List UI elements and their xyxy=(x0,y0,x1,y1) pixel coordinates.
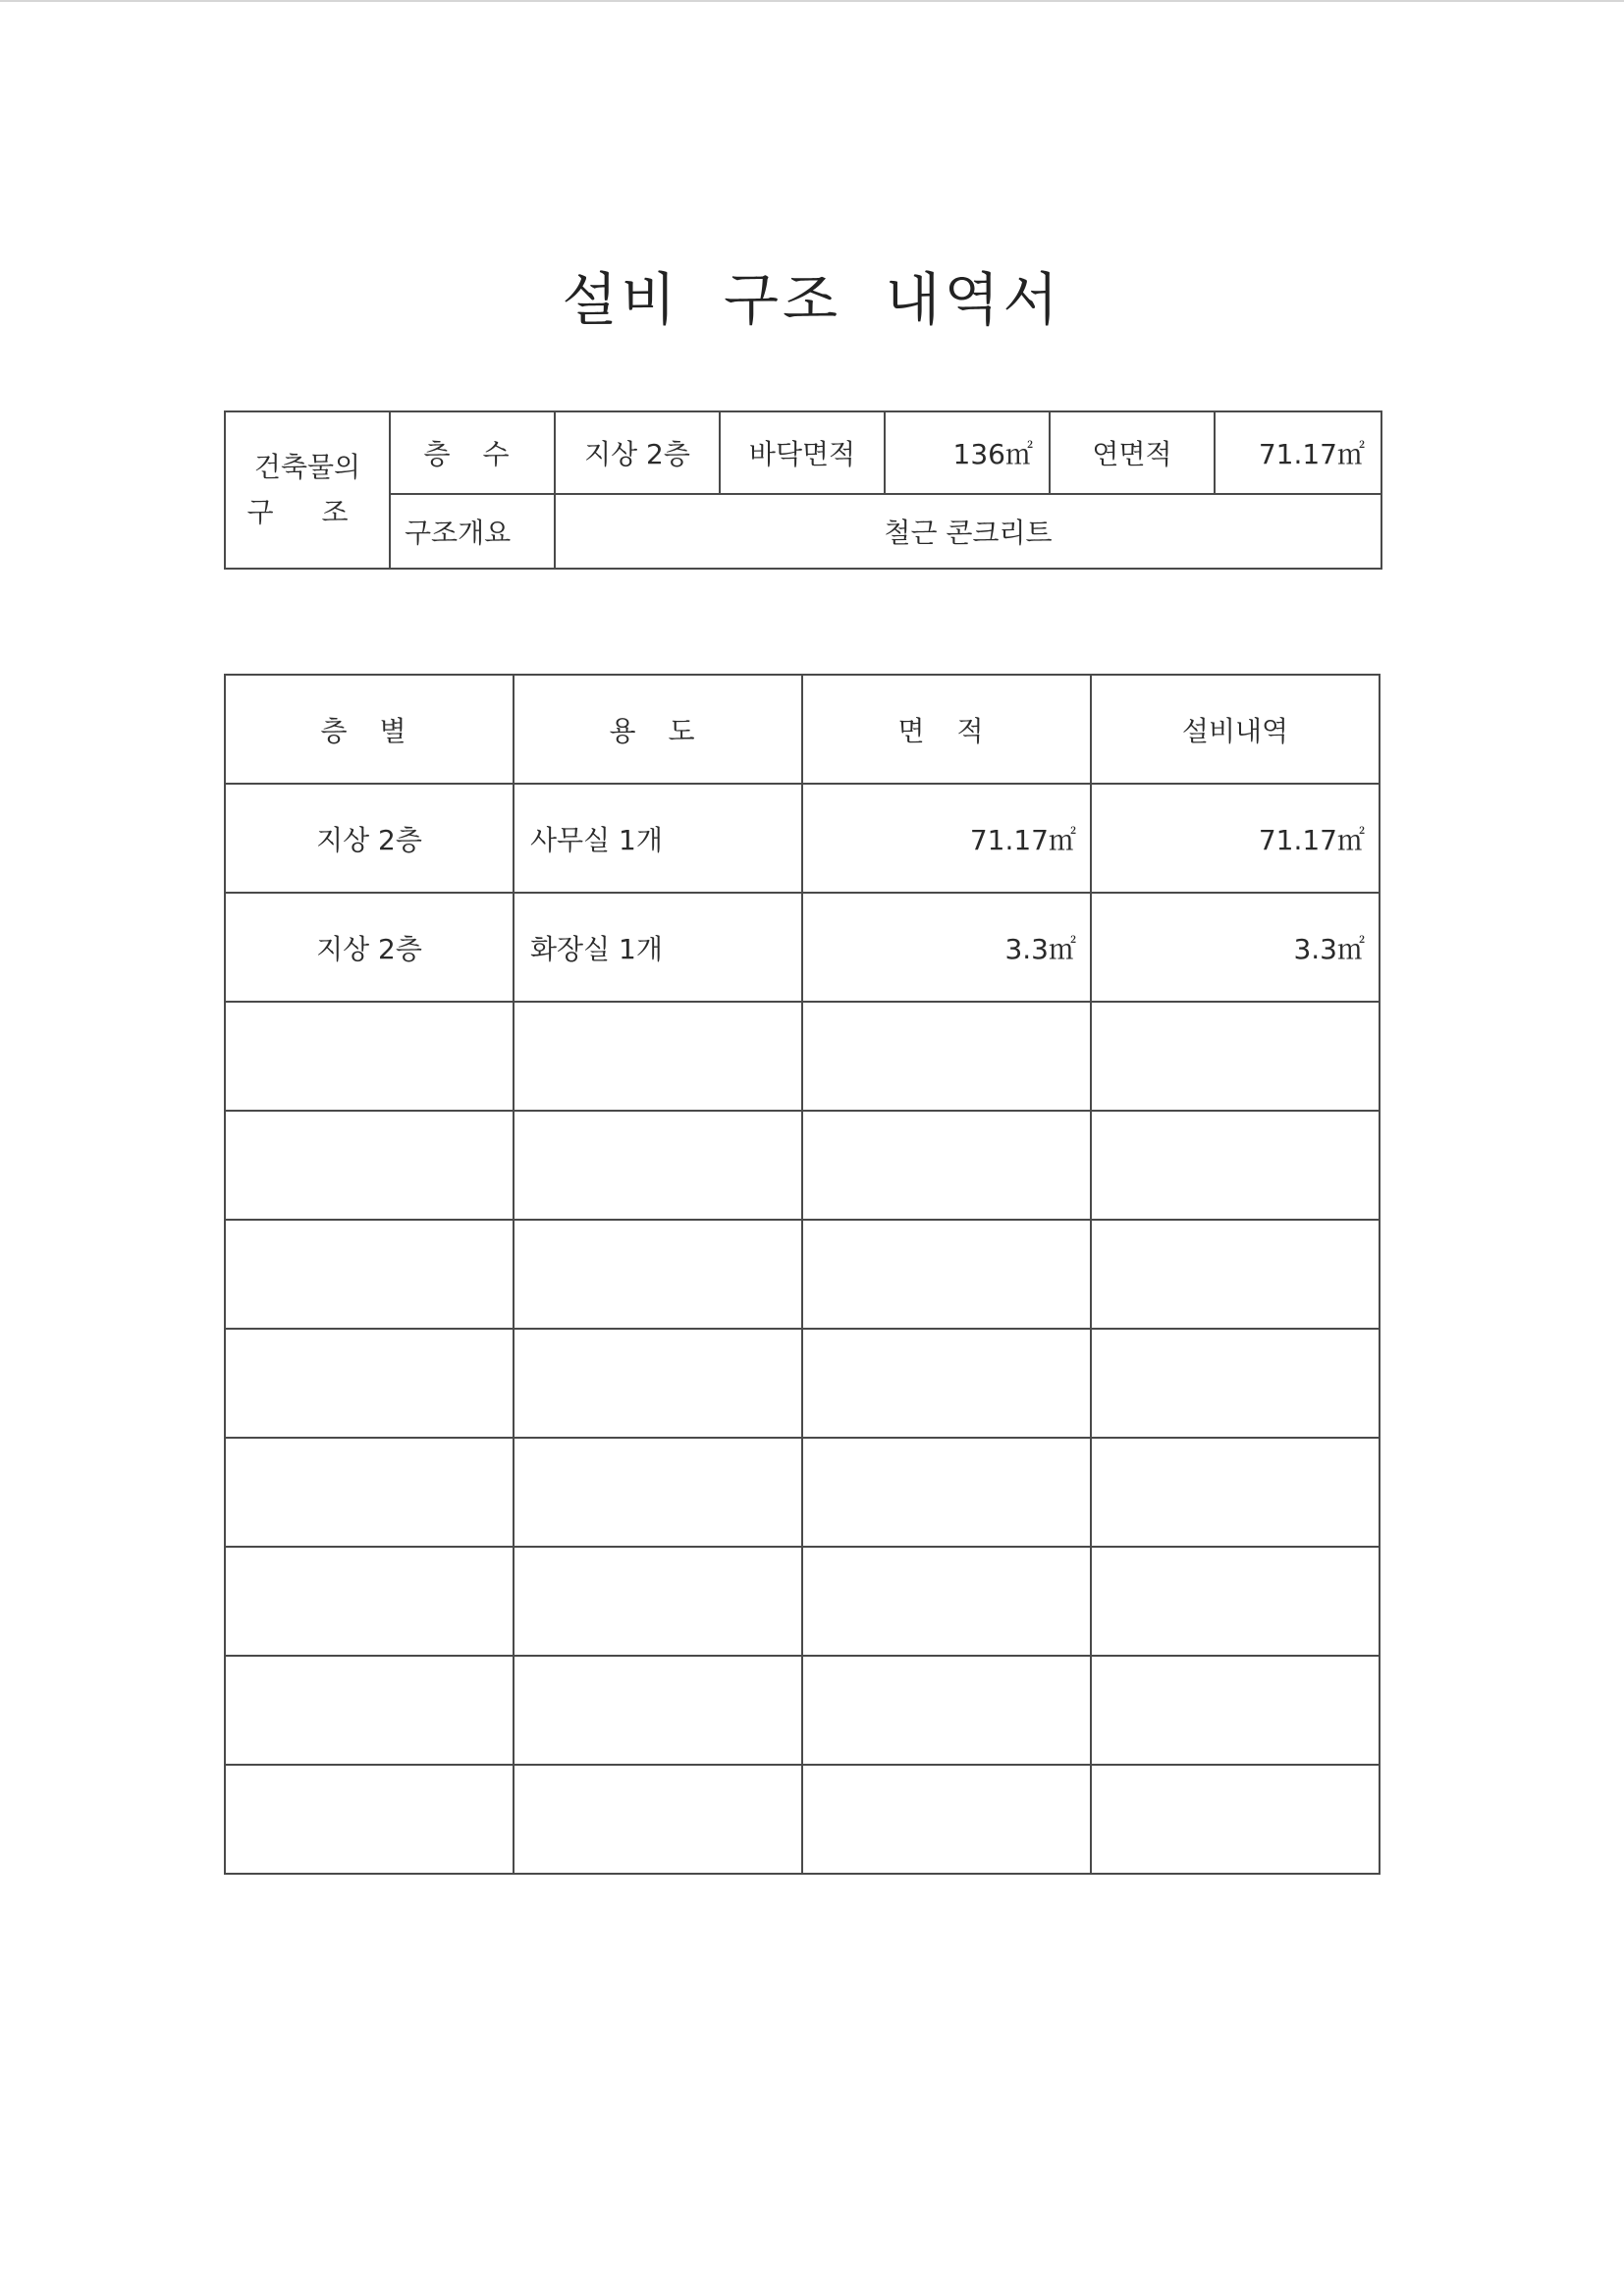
row-equipment: 3.3㎡ xyxy=(1091,893,1380,1002)
row-usage xyxy=(514,1111,802,1220)
document-title: 설비 구조 내역서 xyxy=(562,266,1062,333)
building-structure-table xyxy=(224,410,1382,570)
row-floor xyxy=(225,1002,514,1111)
table-header-row xyxy=(225,675,1380,784)
table-row xyxy=(225,1656,1380,1765)
scan-edge-line xyxy=(0,0,1624,2)
row-area xyxy=(802,1111,1091,1220)
floor-area-value: 136㎡ xyxy=(885,411,1050,494)
structure-row-overview xyxy=(225,494,1381,569)
building-structure-label-line2: 구 조 xyxy=(246,496,368,528)
row-floor xyxy=(225,1547,514,1656)
row-usage: 사무실 1개 xyxy=(514,784,802,893)
floors-label: 층 수 xyxy=(390,411,555,494)
building-structure-label-line1: 건축물의 xyxy=(253,451,361,483)
table-row xyxy=(225,1002,1380,1111)
row-usage xyxy=(514,1438,802,1547)
row-equipment xyxy=(1091,1765,1380,1874)
row-area xyxy=(802,1438,1091,1547)
row-usage xyxy=(514,1765,802,1874)
table-row xyxy=(225,1765,1380,1874)
row-floor xyxy=(225,1765,514,1874)
row-floor: 지상 2층 xyxy=(225,784,514,893)
total-area-label: 연면적 xyxy=(1050,411,1215,494)
row-usage xyxy=(514,1002,802,1111)
row-equipment xyxy=(1091,1438,1380,1547)
row-floor xyxy=(225,1111,514,1220)
floor-area-label: 바닥면적 xyxy=(720,411,885,494)
row-area xyxy=(802,1220,1091,1329)
row-equipment xyxy=(1091,1656,1380,1765)
building-structure-label-cell xyxy=(225,411,390,569)
row-floor: 지상 2층 xyxy=(225,893,514,1002)
row-floor xyxy=(225,1656,514,1765)
row-area xyxy=(802,1547,1091,1656)
row-floor xyxy=(225,1438,514,1547)
row-usage: 화장실 1개 xyxy=(514,893,802,1002)
row-equipment xyxy=(1091,1220,1380,1329)
row-usage xyxy=(514,1547,802,1656)
total-area-value: 71.17㎡ xyxy=(1215,411,1381,494)
table-row xyxy=(225,784,1380,893)
row-floor xyxy=(225,1220,514,1329)
equipment-detail-table xyxy=(224,674,1380,1875)
row-area xyxy=(802,1765,1091,1874)
row-equipment xyxy=(1091,1002,1380,1111)
table-row xyxy=(225,893,1380,1002)
table-row xyxy=(225,1547,1380,1656)
row-usage xyxy=(514,1220,802,1329)
row-equipment: 71.17㎡ xyxy=(1091,784,1380,893)
row-equipment xyxy=(1091,1329,1380,1438)
row-usage xyxy=(514,1656,802,1765)
row-equipment xyxy=(1091,1111,1380,1220)
row-usage xyxy=(514,1329,802,1438)
header-floor: 층 별 xyxy=(225,675,514,784)
table-row xyxy=(225,1220,1380,1329)
header-usage: 용 도 xyxy=(514,675,802,784)
structure-row-floors xyxy=(225,411,1381,494)
row-equipment xyxy=(1091,1547,1380,1656)
floors-value: 지상 2층 xyxy=(555,411,720,494)
row-area: 71.17㎡ xyxy=(802,784,1091,893)
row-area xyxy=(802,1329,1091,1438)
row-floor xyxy=(225,1329,514,1438)
row-area xyxy=(802,1002,1091,1111)
overview-value: 철근 콘크리트 xyxy=(555,494,1381,569)
header-equipment: 설비내역 xyxy=(1091,675,1380,784)
overview-label: 구조개요 xyxy=(390,494,555,569)
row-area: 3.3㎡ xyxy=(802,893,1091,1002)
table-row xyxy=(225,1329,1380,1438)
row-area xyxy=(802,1656,1091,1765)
header-area: 면 적 xyxy=(802,675,1091,784)
table-row xyxy=(225,1438,1380,1547)
table-row xyxy=(225,1111,1380,1220)
